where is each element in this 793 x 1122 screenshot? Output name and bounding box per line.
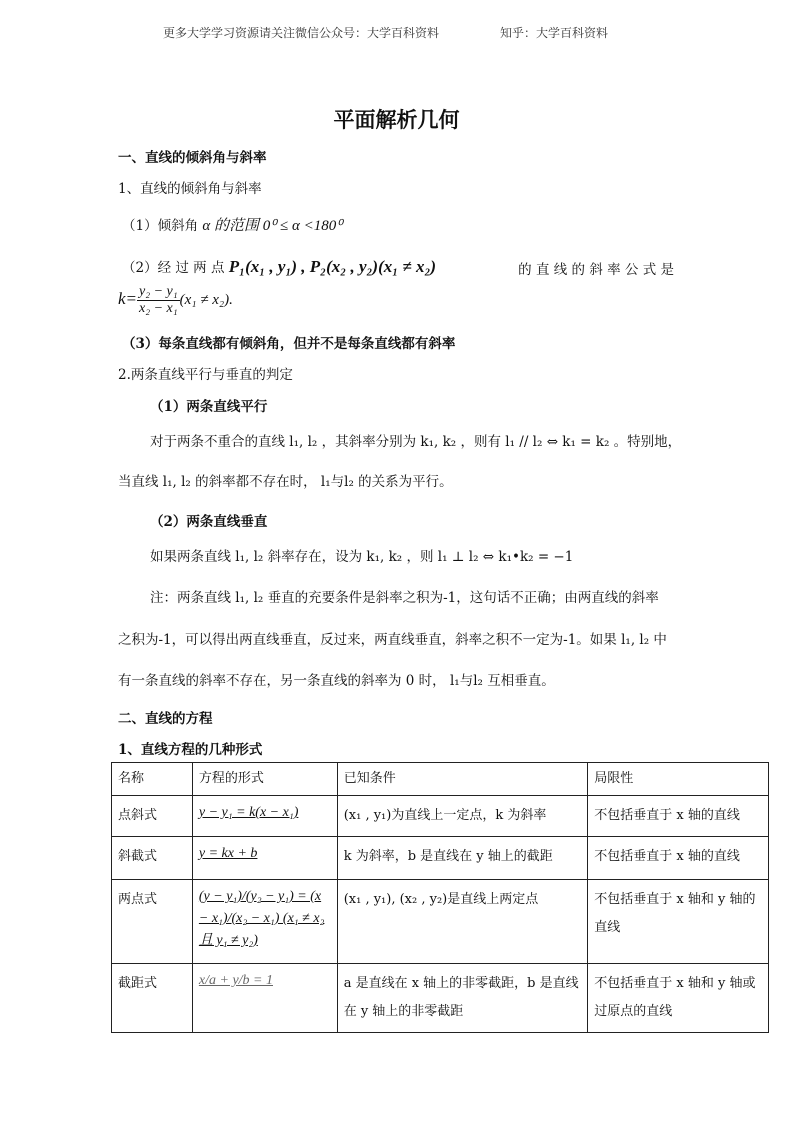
table-row <box>112 796 769 837</box>
condition-cell: (x₁ , y₁), (x₂ , y₂)是直线上两定点 <box>337 880 588 964</box>
form-cell: (y − y₁)/(y₂ − y₁) = (x − x₁)/(x₂ − x₁) (x₁ ≠ x₂ 且 y₁ ≠ y₂) <box>192 880 337 964</box>
limit-cell: 不包括垂直于 x 轴的直线 <box>588 837 769 880</box>
limit-cell: 不包括垂直于 x 轴的直线 <box>588 796 769 837</box>
text: 的 直 线 的 斜 率 公 式 是 <box>518 262 674 278</box>
k-lhs: k= <box>118 289 138 308</box>
header-cell: 名称 <box>112 763 193 796</box>
limit-cell: 不包括垂直于 x 轴和 y 轴或过原点的直线 <box>588 964 769 1033</box>
header-right: 知乎：大学百科资料 <box>500 26 609 40</box>
form-cell: x/a + y/b = 1 <box>192 964 337 1033</box>
subheading: 1、直线的倾斜角与斜率 <box>118 181 262 197</box>
line-equation-table <box>111 762 769 1033</box>
table-row <box>112 880 769 964</box>
header-left: 更多大学学习资源请关注微信公众号：大学百科资料 <box>163 26 440 40</box>
paragraph: 对于两条不重合的直线 l₁, l₂ ，其斜率分别为 k₁, k₂ ，则有 l₁ // l₂ ⇔ k₁ = k₂ 。特别地， <box>150 434 682 450</box>
subheading: （2）两条直线垂直 <box>150 514 268 530</box>
form-cell: y = kx + b <box>192 837 337 880</box>
denominator: x₂ − x₁ <box>139 301 178 316</box>
subheading: （1）两条直线平行 <box>150 399 268 415</box>
condition: (x₁ ≠ x₂). <box>179 292 233 308</box>
subheading: 2.两条直线平行与垂直的判定 <box>118 367 293 383</box>
header-cell: 方程的形式 <box>192 763 337 796</box>
name-cell: 截距式 <box>112 964 193 1033</box>
section-heading: 一、直线的倾斜角与斜率 <box>118 150 267 166</box>
label: （1） <box>122 218 158 234</box>
paragraph: 如果两条直线 l₁, l₂ 斜率存在，设为 k₁, k₂ ，则 l₁ ⊥ l₂ ⇔ k₁•k₂ = −1 <box>150 549 574 565</box>
paragraph: 当直线 l₁, l₂ 的斜率都不存在时， l₁与l₂ 的关系为平行。 <box>118 474 453 490</box>
name-cell: 斜截式 <box>112 837 193 880</box>
paragraph: 之积为-1，可以得出两直线垂直，反过来，两直线垂直，斜率之积不一定为-1。如果 l₁, l₂ 中 <box>118 632 667 648</box>
header-cell: 局限性 <box>588 763 769 796</box>
text: 倾斜角 <box>157 218 199 234</box>
slope-formula <box>118 284 233 317</box>
name-cell: 点斜式 <box>112 796 193 837</box>
label: （2）经 过 两 点 <box>122 260 225 276</box>
table-row <box>112 964 769 1033</box>
condition-cell: (x₁ , y₁)为直线上一定点，k 为斜率 <box>337 796 588 837</box>
limit-cell: 不包括垂直于 x 轴和 y 轴的直线 <box>588 880 769 964</box>
paragraph: 注：两条直线 l₁, l₂ 垂直的充要条件是斜率之积为-1，这句话不正确；由两直线的斜率 <box>150 590 659 606</box>
math: P₁(x₁ , y₁) , P₂(x₂ , y₂)(x₁ ≠ x₂) <box>228 257 437 276</box>
item-2 <box>122 256 674 277</box>
item-3: （3）每条直线都有倾斜角，但并不是每条直线都有斜率 <box>122 336 456 352</box>
form-cell: y − y₁ = k(x − x₁) <box>192 796 337 837</box>
condition-cell: k 为斜率，b 是直线在 y 轴上的截距 <box>337 837 588 880</box>
section-heading: 二、直线的方程 <box>118 711 213 727</box>
condition-cell: a 是直线在 x 轴上的非零截距，b 是直线在 y 轴上的非零截距 <box>337 964 588 1033</box>
name-cell: 两点式 <box>112 880 193 964</box>
table-row <box>112 837 769 880</box>
subheading: 1、直线方程的几种形式 <box>118 742 263 758</box>
math: α 的范围 0⁰ ≤ α <180⁰ <box>202 218 343 234</box>
numerator: y₂ − y₁ <box>139 284 178 299</box>
paragraph: 有一条直线的斜率不存在，另一条直线的斜率为 0 时， l₁与l₂ 互相垂直。 <box>118 673 555 689</box>
header-cell: 已知条件 <box>337 763 588 796</box>
page-title: 平面解析几何 <box>333 107 460 132</box>
item-1 <box>122 214 342 235</box>
table-header-row <box>112 763 769 796</box>
